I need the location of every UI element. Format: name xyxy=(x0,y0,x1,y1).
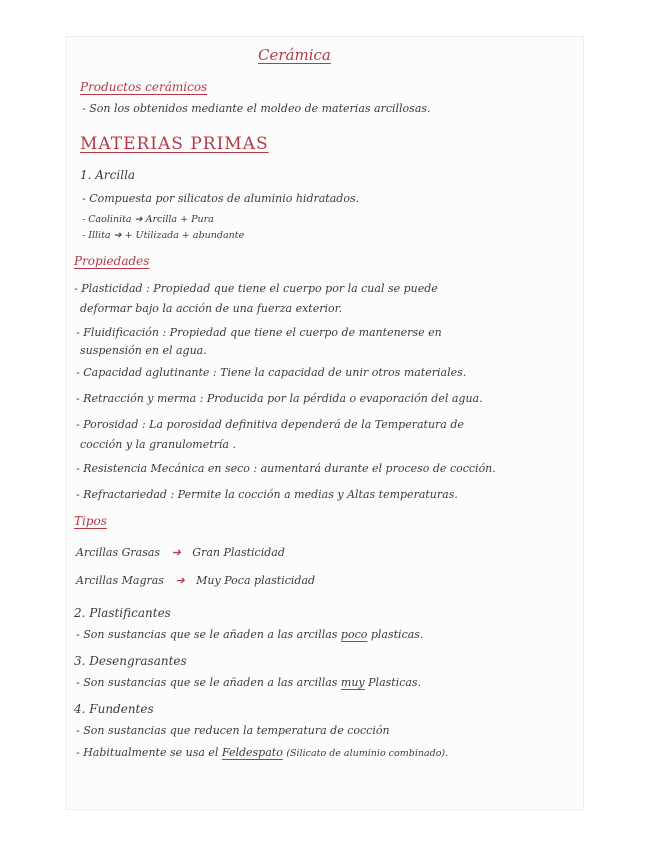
desengrasantes-text: - Son sustancias que se le añaden a las arcillas xyxy=(76,676,338,689)
plastificantes-text: - Son sustancias que se le añaden a las arcillas xyxy=(76,628,338,641)
desengrasantes-emphasis: muy xyxy=(340,676,365,689)
plastificantes-heading: 2. Plastificantes xyxy=(74,606,171,620)
tipo-grasas-row xyxy=(76,546,285,559)
tipo-value: Gran Plasticidad xyxy=(192,546,285,559)
desengrasantes-heading: 3. Desengrasantes xyxy=(74,654,187,668)
notebook-page xyxy=(66,36,584,810)
propiedades-line: - Fluidificación : Propiedad que tiene el cuerpo de mantenerse en xyxy=(76,326,442,339)
propiedades-line: - Resistencia Mecánica en seco : aumentará durante el proceso de cocción. xyxy=(76,462,496,475)
arrow-icon: ➔ xyxy=(175,574,185,587)
arcilla-line: - Caolinita ➔ Arcilla + Pura xyxy=(82,214,214,225)
propiedades-line: - Refractariedad : Permite la cocción a medias y Altas temperaturas. xyxy=(76,488,458,501)
fundentes-heading: 4. Fundentes xyxy=(74,702,154,716)
arcilla-line: - Compuesta por silicatos de aluminio hidratados. xyxy=(82,192,360,205)
plastificantes-text: plasticas. xyxy=(370,628,424,641)
fundentes-text: - Habitualmente se usa el xyxy=(76,746,219,759)
tipo-label: Arcillas Magras xyxy=(76,574,164,587)
propiedades-heading: Propiedades xyxy=(74,254,150,268)
materias-primas-heading: MATERIAS PRIMAS xyxy=(80,134,269,154)
tipo-magras-row xyxy=(76,574,315,587)
productos-line: - Son los obtenidos mediante el moldeo de materias arcillosas. xyxy=(82,102,431,115)
plastificantes-emphasis: poco xyxy=(340,628,368,641)
propiedades-line: suspensión en el agua. xyxy=(80,344,207,357)
desengrasantes-line xyxy=(76,676,421,689)
fundentes-text: (Silicato de aluminio combinado). xyxy=(286,748,449,759)
propiedades-line: cocción y la granulometría . xyxy=(80,438,236,451)
arcilla-heading: 1. Arcilla xyxy=(80,168,136,182)
propiedades-line: - Retracción y merma : Producida por la pérdida o evaporación del agua. xyxy=(76,392,483,405)
desengrasantes-text: Plasticas. xyxy=(368,676,422,689)
tipo-value: Muy Poca plasticidad xyxy=(196,574,316,587)
propiedades-line: - Plasticidad : Propiedad que tiene el cuerpo por la cual se puede xyxy=(74,282,438,295)
arcilla-line: - Illita ➔ + Utilizada + abundante xyxy=(82,230,245,241)
tipo-label: Arcillas Grasas xyxy=(76,546,161,559)
arrow-icon: ➔ xyxy=(171,546,181,559)
propiedades-line: deformar bajo la acción de una fuerza exterior. xyxy=(80,302,343,315)
page-title: Cerámica xyxy=(258,46,331,64)
propiedades-line: - Capacidad aglutinante : Tiene la capacidad de unir otros materiales. xyxy=(76,366,467,379)
productos-heading: Productos cerámicos xyxy=(80,80,208,94)
fundentes-emphasis: Feldespato xyxy=(221,746,283,759)
plastificantes-line xyxy=(76,628,423,641)
tipos-heading: Tipos xyxy=(74,514,107,528)
propiedades-line: - Porosidad : La porosidad definitiva dependerá de la Temperatura de xyxy=(76,418,464,431)
fundentes-line xyxy=(76,746,448,759)
fundentes-line: - Son sustancias que reducen la temperatura de cocción xyxy=(76,724,390,737)
